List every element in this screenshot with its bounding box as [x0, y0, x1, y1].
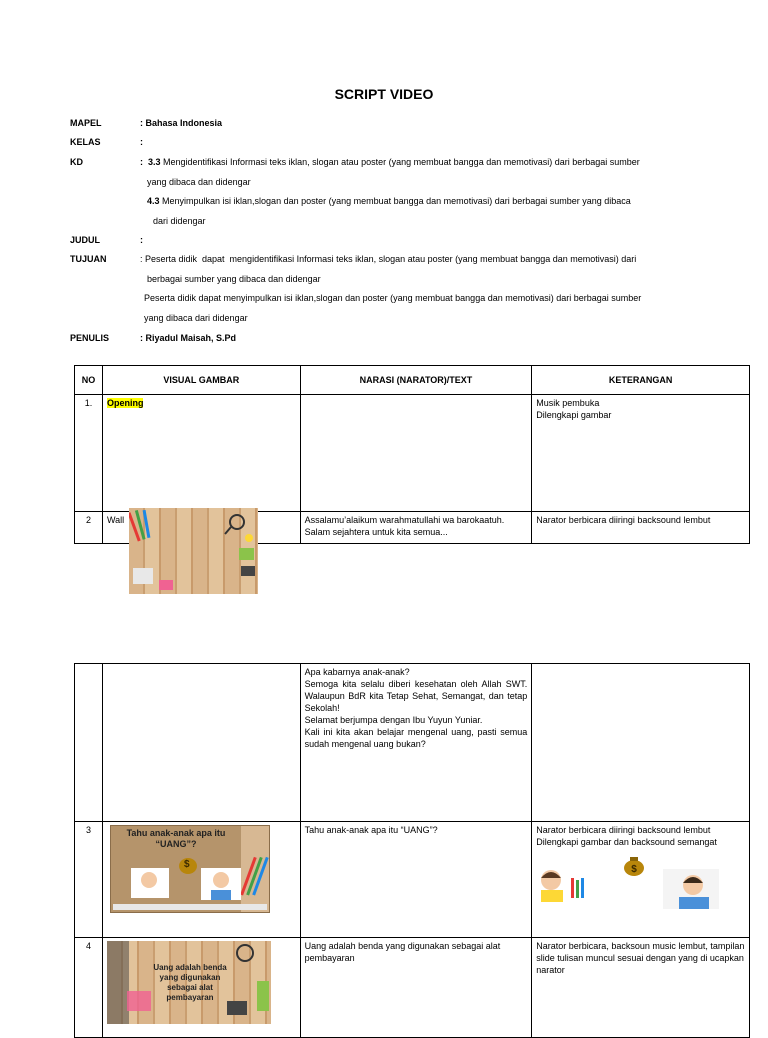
table-row: [75, 664, 750, 822]
svg-text:$: $: [631, 864, 637, 875]
money-bag-icon: [622, 855, 646, 877]
narasi-cell: [300, 512, 532, 544]
keterangan-cell: [532, 664, 750, 822]
row-number: [75, 664, 103, 822]
kd-number-3-3: 3.3: [148, 157, 161, 167]
row-number: 3: [75, 822, 103, 938]
header-no: NO: [75, 366, 103, 395]
kd-label: KD: [70, 157, 83, 167]
kd-line-1: [140, 157, 640, 167]
kd-text-4-3: Menyimpulkan isi iklan,slogan dan poster (yang membuat bangga dan memotivasi) dari berbagai sumber yang dibaca: [159, 196, 631, 206]
keterangan-cell: Narator berbicara diiringi backsound lembut: [532, 512, 750, 544]
row-number: 2: [75, 512, 103, 544]
tujuan-line-3: Peserta didik dapat menyimpulkan isi iklan,slogan dan poster (yang membuat bangga dan memotivasi) dari berbagai sumber: [144, 293, 642, 303]
tujuan-label: TUJUAN: [70, 254, 107, 264]
keterangan-line: Dilengkapi gambar: [536, 410, 612, 420]
narasi-line: Assalamu’alaikum warahmatullahi wa barokaatuh.: [304, 515, 505, 525]
kelas-value: :: [140, 137, 143, 147]
tujuan-line-1: : Peserta didik dapat mengidentifikasi Informasi teks iklan, slogan atau poster (yang membuat bangga dan memotivasi) dari: [140, 254, 637, 264]
judul-label: JUDUL: [70, 235, 101, 245]
school-supplies-illustration: [129, 508, 258, 594]
header-narasi: NARASI (NARATOR)/TEXT: [300, 366, 532, 395]
row-number: 4: [75, 938, 103, 1038]
keterangan-line: Narator berbicara diiringi backsound lembut: [536, 825, 711, 835]
slide-uang-image: [110, 825, 270, 913]
narasi-line: Apa kabarnya anak-anak?: [304, 667, 410, 677]
narasi-line: Kali ini kita akan belajar mengenal uang, pasti semua sudah mengenal uang bukan?: [304, 727, 528, 749]
keterangan-line: Dilengkapi gambar dan backsound semangat: [536, 837, 717, 847]
child-reading-icon: [663, 869, 719, 909]
keterangan-line: Musik pembuka: [536, 398, 600, 408]
header-keterangan: KETERANGAN: [532, 366, 750, 395]
wood-background-image: [129, 508, 258, 594]
thinking-child-icon: [535, 866, 587, 902]
visual-cell: [102, 664, 300, 822]
narasi-line: Semoga kita selalu diberi kesehatan oleh Allah SWT. Walaupun BdR kita Tetap Sehat, Semangat, dan tetap Sekolah!: [304, 679, 528, 713]
narasi-cell: [300, 664, 532, 822]
slide-pembayaran-image: [107, 941, 271, 1024]
visual-cell: [102, 395, 300, 512]
table-row: [75, 395, 750, 512]
kd-line-4: dari didengar: [153, 216, 206, 226]
penulis-value: : Riyadul Maisah, S.Pd: [140, 333, 237, 343]
slide-decorations: [111, 826, 269, 912]
narasi-cell: Tahu anak-anak apa itu “UANG”?: [300, 822, 532, 938]
narasi-line: Selamat berjumpa dengan Ibu Yuyun Yuniar.: [304, 715, 483, 725]
mapel-label: MAPEL: [70, 118, 102, 128]
kd-text-3-3: Mengidentifikasi Informasi teks iklan, slogan atau poster (yang membuat bangga dan memotivasi) dari berbagai sumber: [160, 157, 640, 167]
keterangan-cell: [532, 395, 750, 512]
slide-title: Uang adalah benda yang digunakan sebagai alat pembayaran: [153, 963, 227, 1002]
kd-line-2: yang dibaca dan didengar: [147, 177, 251, 187]
kd-number-4-3: 4.3: [147, 196, 160, 206]
keterangan-cell: Narator berbicara, backsoun music lembut, tampilan slide tulisan muncul sesuai dengan yang di ucapkan narator: [532, 938, 750, 1038]
narasi-cell: [300, 395, 532, 512]
row-number: 1.: [75, 395, 103, 512]
mapel-value: : Bahasa Indonesia: [140, 118, 223, 128]
money-bag-icon: $: [184, 859, 190, 870]
kd-colon: :: [140, 157, 148, 167]
narasi-line: Salam sejahtera untuk kita semua...: [304, 527, 448, 537]
header-visual: VISUAL GAMBAR: [102, 366, 300, 395]
page-title: SCRIPT VIDEO: [334, 86, 434, 102]
slide-title: Tahu anak-anak apa itu “UANG”?: [126, 828, 226, 849]
opening-highlight: Opening: [106, 398, 144, 408]
visual-text: Wall: [106, 515, 125, 525]
kd-line-3: [147, 196, 631, 206]
kelas-label: KELAS: [70, 137, 101, 147]
narasi-cell: Uang adalah benda yang digunakan sebagai alat pembayaran: [300, 938, 532, 1038]
table-header-row: [75, 366, 750, 395]
judul-value: :: [140, 235, 143, 245]
tujuan-line-2: berbagai sumber yang dibaca dan didengar: [147, 274, 321, 284]
tujuan-line-4: yang dibaca dari didengar: [144, 313, 248, 323]
penulis-label: PENULIS: [70, 333, 110, 343]
